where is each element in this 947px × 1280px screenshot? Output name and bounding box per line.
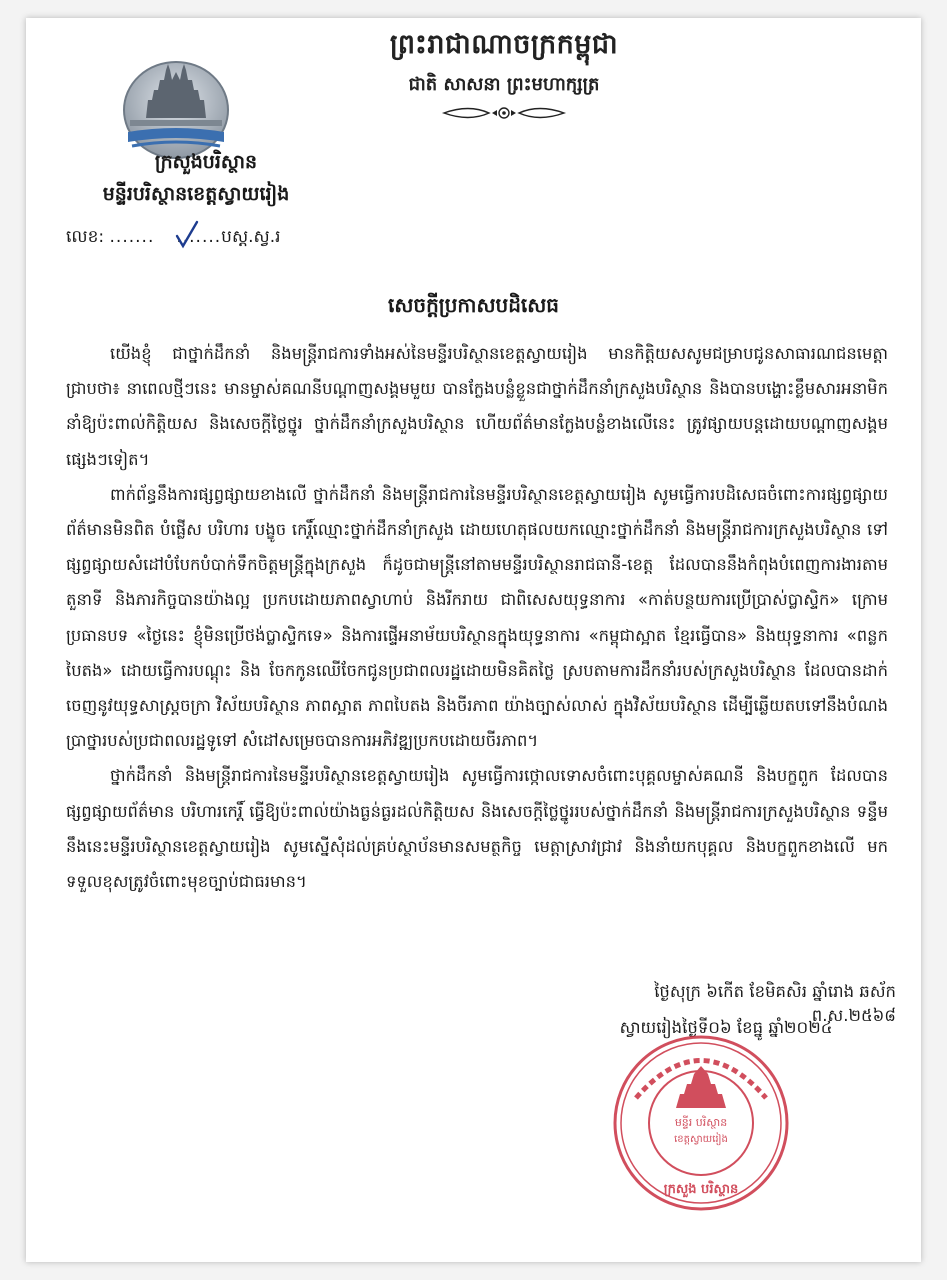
reference-dots-before: ....... (109, 227, 155, 247)
document-subject: សេចក្ដីប្រកាសបដិសេធ (388, 293, 559, 317)
official-seal-stamp-icon (606, 1028, 796, 1218)
body-paragraph-2: ពាក់ព័ន្ធនឹងការផ្សព្វផ្សាយខាងលើ ថ្នាក់ដឹកនាំ និងមន្ត្រីរាជការនៃមន្ទីរបរិស្ថានខេត្តស្វាយរៀង សូមធ្វើការបដិសេធចំពោះការផ្សព្វផ្សាយព័ត៌មានមិនពិត បំផ្លើស បរិហារ បង្ខូច កេរ្តិ៍ឈ្មោះថ្នាក់ដឹកនាំក្រសួង ដោយហេតុផលយកឈ្មោះថ្នាក់ដឹកនាំ និងមន្ត្រីរាជការក្រសួងបរិស្ថាន ទៅផ្សព្វផ្សាយសំដៅបំបែកបំបាក់ទឹកចិត្តមន្ត្រីក្នុងក្រសួង ក៏ដូចជាមន្ត្រីនៅតាមមន្ទីរបរិស្ថានរាជធានី-ខេត្ត ដែលបាននឹងកំពុងបំពេញការងារតាមតួនាទី និងភារកិច្ចបានយ៉ាងល្អ ប្រកបដោយភាពស្វាហាប់ និងរីករាយ ជាពិសេសយុទ្ធនាការ «កាត់បន្ថយការប្រើប្រាស់ប្លាស្ទិក» ក្រោមប្រធានបទ «ថ្ងៃនេះ ខ្ញុំមិនប្រើថង់ប្លាស្ទិកទេ» និងការផ្ទើអនាម័យបរិស្ថានក្នុងយុទ្ធនាការ «កម្ពុជាស្អាត ខ្មែរធ្វើបាន» និងយុទ្ធនាការ «ពន្លកបៃតង» ដោយធ្វើការបណ្ដុះ និង ចែកកូនឈើចែកជូនប្រជាពលរដ្ឋដោយមិនគិតថ្លៃ ស្របតាមការដឹកនាំរបស់ក្រសួងបរិស្ថាន ដែលបានដាក់ចេញនូវយុទ្ធសាស្ត្រចក្រា វិស័យបរិស្ថាន ភាពស្អាត ភាពបៃតង និងចីរភាព យ៉ាងច្បាស់លាស់ ក្នុងវិស័យបរិស្ថាន ដើម្បីឆ្លើយតបទៅនឹងបំណងប្រាថ្នារបស់ប្រជាពលរដ្ឋទូទៅ សំដៅសម្រេចបានការអភិវឌ្ឍប្រកបដោយចីរភាព។ (66, 484, 888, 751)
reference-label: លេខ: (66, 227, 105, 247)
lunar-date: ថ្ងៃសុក្រ ៦កើត ខែមិគសិរ ឆ្នាំរោង ឆស័ក ព.ស.២៥៦៨ (654, 982, 896, 1025)
handwritten-check-icon (174, 220, 200, 250)
reference-suffix: បស្ត.ស្វ.រ (221, 227, 281, 247)
place-and-date: ស្វាយរៀងថ្ងៃទី០៦ ខែធ្នូ ឆ្នាំ២០២៤ (619, 1018, 833, 1037)
seal-inner-bottom: ខេត្តស្វាយរៀង (674, 1134, 728, 1145)
seal-inner-top: មន្ទីរ បរិស្ថាន (674, 1116, 728, 1129)
national-motto: ជាតិ សាសនា ព្រះមហាក្សត្រ (408, 74, 600, 95)
seal-lower-text: ក្រសួង បរិស្ថាន (663, 1182, 739, 1197)
reference-dots-after: ....... (176, 227, 222, 247)
kingdom-header: ព្រះរាជាណាចក្រកម្ពុជា (389, 29, 619, 60)
document-body (66, 336, 888, 899)
department-name: មន្ទីរបរិស្ថានខេត្តស្វាយរៀង (102, 183, 290, 205)
ministry-name: ក្រសួងបរិស្ថាន (154, 151, 258, 173)
ornament-divider-icon (434, 102, 574, 124)
body-paragraph-1: យើងខ្ញុំ ជាថ្នាក់ដឹកនាំ និងមន្ត្រីរាជការទាំងអស់នៃមន្ទីរបរិស្ថានខេត្តស្វាយរៀង មានកិត្តិយសសូមជម្រាបជូនសាធារណជនមេត្តាជ្រាបថា៖ នាពេលថ្មីៗនេះ មានម្ចាស់គណនីបណ្ដាញសង្គមមួយ បានក្លែងបន្លំខ្លួនជាថ្នាក់ដឹកនាំក្រសួងបរិស្ថាន និងបានបង្ហោះខ្លឹមសារអនាមិក នាំឱ្យប៉ះពាល់កិត្តិយស និងសេចក្ដីថ្លៃថ្នូរ ថ្នាក់ដឹកនាំក្រសួងបរិស្ថាន ហើយព័ត៌មានក្លែងបន្លំខាងលើនេះ ត្រូវផ្សាយបន្តដោយបណ្ដាញសង្គមផ្សេងៗទៀត។ (66, 344, 888, 469)
document-page (26, 18, 921, 1262)
body-paragraph-3: ថ្នាក់ដឹកនាំ និងមន្ត្រីរាជការនៃមន្ទីរបរិស្ថានខេត្តស្វាយរៀង សូមធ្វើការថ្កោលទោសចំពោះបុគ្គលម្ចាស់គណនី និងបក្ខពួក ដែលបានផ្សព្វផ្សាយព័ត៌មាន បរិហារកេរ្តិ៍ ធ្វើឱ្យប៉ះពាល់យ៉ាងធ្ងន់ធ្ងរដល់កិត្តិយស និងសេចក្ដីថ្លៃថ្នូររបស់ថ្នាក់ដឹកនាំ និងមន្ត្រីរាជការក្រសួងបរិស្ថាន ទន្ទឹមនឹងនេះមន្ទីរបរិស្ថានខេត្តស្វាយរៀង សូមស្នើសុំដល់គ្រប់ស្ថាប័នមានសមត្ថកិច្ច មេត្តាស្រាវជ្រាវ និងនាំយកបុគ្គល និងបក្ខពួកខាងលើ មកទទួលខុសត្រូវចំពោះមុខច្បាប់ជាធរមាន។ (66, 766, 888, 892)
